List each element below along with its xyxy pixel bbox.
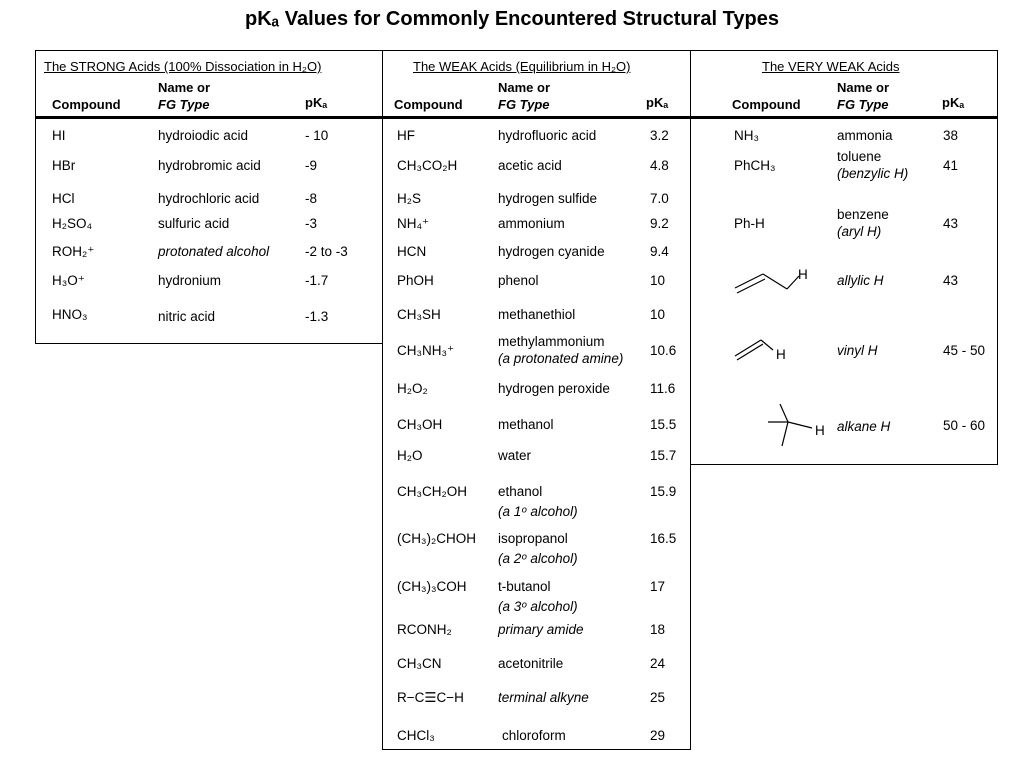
very-weak-row-1-compound: PhCH₃	[734, 158, 776, 173]
weak-row-4-name: hydrogen cyanide	[498, 244, 605, 259]
strong-row-4-pka: -2 to -3	[305, 244, 348, 259]
weak-row-14-pka: 18	[650, 622, 666, 637]
weak-row-12-pka: 16.5	[650, 531, 677, 546]
weak-row-6-pka: 10	[650, 307, 666, 322]
very-weak-acids-panel	[690, 50, 998, 465]
weak-row-7-name2: (a protonated amine)	[498, 351, 624, 366]
weak-row-15-pka: 24	[650, 656, 666, 671]
weak-row-6-name: methanethiol	[498, 307, 576, 322]
very-weak-row-0-name: ammonia	[837, 128, 893, 143]
weak-row-16-compound: R−C☰C−H	[397, 690, 464, 705]
strong-row-3-pka: -3	[305, 216, 318, 231]
strong-col-compound: Compound	[52, 97, 121, 112]
weak-row-13-pka: 17	[650, 579, 666, 594]
strong-row-6-pka: -1.3	[305, 309, 329, 324]
strong-row-4-compound: ROH₂⁺	[52, 244, 95, 259]
strong-row-3-name: sulfuric acid	[158, 216, 230, 231]
strong-col-name-l2: FG Type	[158, 97, 210, 112]
very-weak-row-0-compound: NH₃	[734, 128, 759, 143]
weak-row-11-compound: CH₃CH₂OH	[397, 484, 467, 499]
weak-row-11-pka: 15.9	[650, 484, 677, 499]
weak-row-17-name: chloroform	[502, 728, 566, 743]
weak-row-17-compound: CHCl₃	[397, 728, 435, 743]
very-weak-header-rule	[690, 116, 998, 119]
very-weak-row-4-pka: 45 - 50	[943, 343, 986, 358]
weak-row-10-pka: 15.7	[650, 448, 677, 463]
weak-row-1-name: acetic acid	[498, 158, 562, 173]
weak-row-12-name: isopropanol	[498, 531, 568, 546]
weak-row-12-compound: (CH₃)₂CHOH	[397, 531, 476, 546]
weak-row-11-name: ethanol	[498, 484, 543, 499]
very-weak-row-2-pka: 43	[943, 216, 959, 231]
weak-row-1-pka: 4.8	[650, 158, 669, 173]
very-weak-row-5-pka: 50 - 60	[943, 418, 986, 433]
weak-row-5-compound: PhOH	[397, 273, 434, 288]
weak-row-13-name: t-butanol	[498, 579, 551, 594]
strong-row-4-name: protonated alcohol	[158, 244, 270, 259]
weak-row-9-pka: 15.5	[650, 417, 677, 432]
weak-row-1-compound: CH₃CO₂H	[397, 158, 458, 173]
very-weak-row-1-name: toluene	[837, 149, 882, 164]
very-weak-col-compound: Compound	[732, 97, 801, 112]
very-weak-row-1-name2: (benzylic H)	[837, 166, 909, 181]
weak-row-10-compound: H₂O	[397, 448, 423, 463]
weak-row-2-pka: 7.0	[650, 191, 669, 206]
weak-row-7-name: methylammonium	[498, 334, 605, 349]
strong-row-1-compound: HBr	[52, 158, 76, 173]
weak-row-5-name: phenol	[498, 273, 539, 288]
strong-row-2-name: hydrochloric acid	[158, 191, 260, 206]
strong-row-2-compound: HCl	[52, 191, 75, 206]
allyl-h-label: H	[798, 267, 808, 282]
weak-acids-heading: The WEAK Acids (Equilibrium in H₂O)	[413, 59, 631, 74]
very-weak-row-3-pka: 43	[943, 273, 959, 288]
weak-col-pka: pKₐ	[646, 95, 669, 110]
weak-row-6-compound: CH₃SH	[397, 307, 441, 322]
weak-row-8-compound: H₂O₂	[397, 381, 428, 396]
vinyl-h-label: H	[776, 347, 786, 362]
weak-row-8-name: hydrogen peroxide	[498, 381, 610, 396]
strong-row-0-compound: HI	[52, 128, 66, 143]
strong-row-5-pka: -1.7	[305, 273, 329, 288]
alkane-h-label: H	[815, 423, 825, 438]
weak-row-15-compound: CH₃CN	[397, 656, 442, 671]
tert-alkane-structure-icon	[766, 402, 816, 450]
weak-row-9-compound: CH₃OH	[397, 417, 443, 432]
weak-row-2-name: hydrogen sulfide	[498, 191, 598, 206]
page-title: pKₐ Values for Commonly Encountered Structural Types	[245, 8, 779, 30]
very-weak-row-5-name: alkane H	[837, 419, 891, 434]
strong-row-1-pka: -9	[305, 158, 318, 173]
strong-col-name-l1: Name or	[158, 80, 211, 95]
strong-row-6-compound: HNO₃	[52, 307, 88, 322]
weak-col-compound: Compound	[394, 97, 463, 112]
weak-row-10-name: water	[498, 448, 532, 463]
very-weak-acids-heading: The VERY WEAK Acids	[762, 59, 900, 74]
weak-row-8-pka: 11.6	[650, 381, 676, 396]
very-weak-row-1-pka: 41	[943, 158, 959, 173]
weak-row-7-pka: 10.6	[650, 343, 677, 358]
weak-row-2-compound: H₂S	[397, 191, 421, 206]
weak-row-12-name2: (a 2ᵒ alcohol)	[498, 551, 578, 566]
very-weak-row-2-name2: (aryl H)	[837, 224, 882, 239]
weak-row-5-pka: 10	[650, 273, 666, 288]
weak-row-3-name: ammonium	[498, 216, 565, 231]
strong-row-5-compound: H₃O⁺	[52, 273, 85, 288]
strong-row-2-pka: -8	[305, 191, 318, 206]
very-weak-row-3-name: allylic H	[837, 273, 884, 288]
very-weak-col-name-l1: Name or	[837, 80, 890, 95]
weak-row-17-pka: 29	[650, 728, 666, 743]
strong-acids-heading: The STRONG Acids (100% Dissociation in H₂O)	[44, 59, 322, 74]
weak-row-14-compound: RCONH₂	[397, 622, 452, 637]
strong-row-1-name: hydrobromic acid	[158, 158, 261, 173]
weak-header-rule	[382, 116, 691, 119]
strong-header-rule	[35, 116, 383, 119]
weak-col-name-l1: Name or	[498, 80, 551, 95]
very-weak-row-2-compound: Ph-H	[734, 216, 765, 231]
very-weak-col-name-l2: FG Type	[837, 97, 889, 112]
weak-row-3-compound: NH₄⁺	[397, 216, 430, 231]
very-weak-row-4-name: vinyl H	[837, 343, 878, 358]
weak-row-0-compound: HF	[397, 128, 415, 143]
weak-row-13-name2: (a 3ᵒ alcohol)	[498, 599, 578, 614]
weak-row-4-compound: HCN	[397, 244, 427, 259]
weak-row-7-compound: CH₃NH₃⁺	[397, 343, 455, 358]
weak-row-16-pka: 25	[650, 690, 666, 705]
weak-row-4-pka: 9.4	[650, 244, 669, 259]
weak-row-15-name: acetonitrile	[498, 656, 564, 671]
strong-col-pka: pKₐ	[305, 95, 328, 110]
weak-row-9-name: methanol	[498, 417, 554, 432]
very-weak-col-pka: pKₐ	[942, 95, 965, 110]
strong-row-6-name: nitric acid	[158, 309, 216, 324]
very-weak-row-2-name: benzene	[837, 207, 889, 222]
very-weak-row-0-pka: 38	[943, 128, 959, 143]
weak-row-0-name: hydrofluoric acid	[498, 128, 597, 143]
weak-row-16-name: terminal alkyne	[498, 690, 589, 705]
strong-row-0-name: hydroiodic acid	[158, 128, 249, 143]
strong-row-0-pka: - 10	[305, 128, 329, 143]
weak-acids-panel	[382, 50, 691, 750]
weak-row-3-pka: 9.2	[650, 216, 669, 231]
strong-row-5-name: hydronium	[158, 273, 222, 288]
weak-row-13-compound: (CH₃)₃COH	[397, 579, 467, 594]
weak-row-14-name: primary amide	[498, 622, 584, 637]
weak-row-11-name2: (a 1ᵒ alcohol)	[498, 504, 578, 519]
weak-row-0-pka: 3.2	[650, 128, 669, 143]
strong-row-3-compound: H₂SO₄	[52, 216, 93, 231]
weak-col-name-l2: FG Type	[498, 97, 550, 112]
